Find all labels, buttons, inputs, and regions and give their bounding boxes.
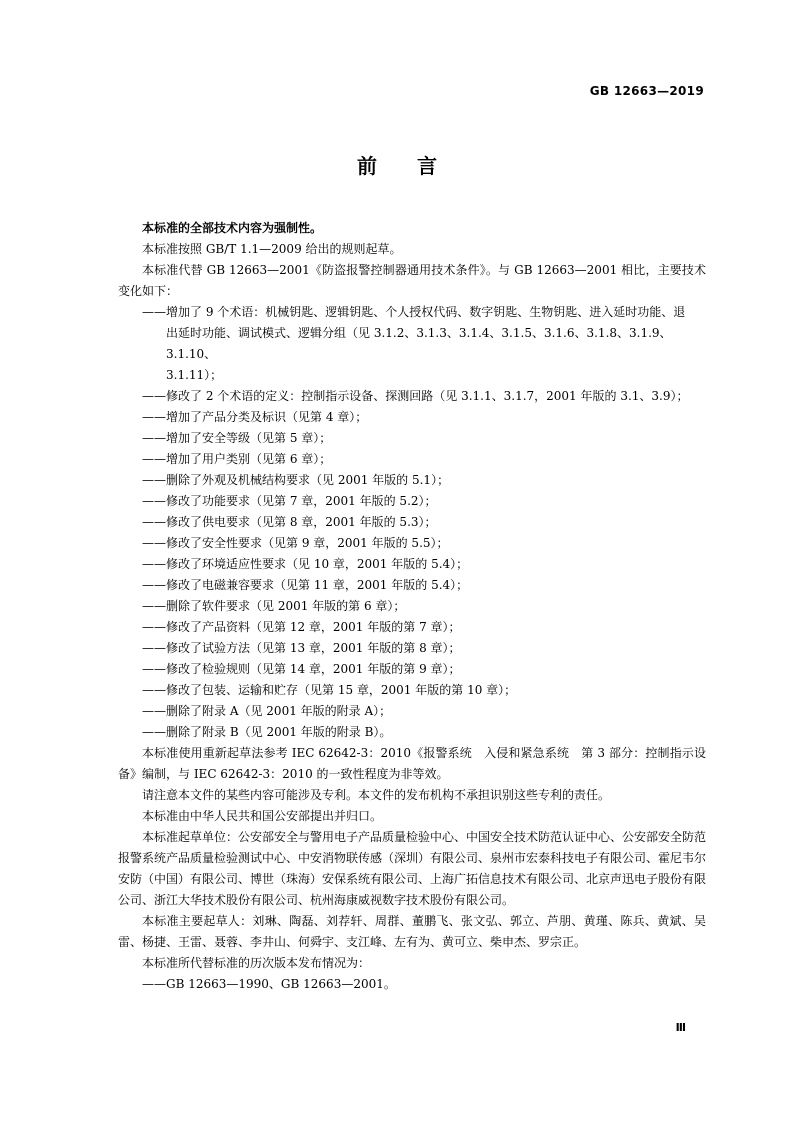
- list-item: ——修改了安全性要求（见第 9 章，2001 年版的 5.5）；: [142, 536, 449, 550]
- list-item: ——修改了环境适应性要求（见 10 章，2001 年版的 5.4）；: [142, 557, 469, 571]
- list-item-continuation: 3.1.11）；: [166, 368, 223, 382]
- list-item: ——删除了附录 A（见 2001 年版的附录 A）；: [142, 704, 392, 718]
- paragraph-history-intro: 本标准所代替标准的历次版本发布情况为：: [142, 956, 371, 970]
- paragraph-drafters: 本标准主要起草人：刘琳、陶磊、刘荐轩、周群、董鹏飞、张文弘、郭立、芦朋、黄瑾、陈兵、黄斌、吴雷、杨捷、王雷、聂蓉、李井山、何舜宇、支江峰、左有为、黄可立、柴申杰、罗宗正。: [118, 914, 706, 949]
- list-item: ——修改了产品资料（见第 12 章，2001 年版的第 7 章）；: [142, 620, 461, 634]
- list-item: ——删除了外观及机械结构要求（见 2001 年版的 5.1）；: [142, 473, 450, 487]
- list-item: ——修改了试验方法（见第 13 章，2001 年版的第 8 章）；: [142, 641, 461, 655]
- document-body: [118, 218, 706, 995]
- list-item: ——修改了 2 个术语的定义：控制指示设备、探测回路（见 3.1.1、3.1.7，2001 年版的 3.1、3.9）；: [142, 389, 689, 403]
- paragraph-replacement: 本标准代替 GB 12663—2001《防盗报警控制器通用技术条件》。与 GB 12663—2001 相比，主要技术变化如下：: [118, 263, 706, 298]
- list-item: ——修改了检验规则（见第 14 章，2001 年版的第 9 章）；: [142, 662, 461, 676]
- list-item: ——修改了供电要求（见第 8 章，2001 年版的 5.3）；: [142, 515, 437, 529]
- list-item: ——删除了软件要求（见 2001 年版的第 6 章）；: [142, 599, 406, 613]
- paragraph-mandatory: 本标准的全部技术内容为强制性。: [142, 221, 323, 235]
- history-item: ——GB 12663—1990、GB 12663—2001。: [142, 977, 396, 991]
- list-item: ——增加了用户类别（见第 6 章）；: [142, 452, 332, 466]
- paragraph-iec-reference: 本标准使用重新起草法参考 IEC 62642-3：2010《报警系统 入侵和紧急系统 第 3 部分：控制指示设备》编制，与 IEC 62642-3：2010 的一致性程度为非等效。: [118, 746, 706, 781]
- page-number: Ⅲ: [675, 1021, 686, 1034]
- list-item: ——增加了 9 个术语：机械钥匙、逻辑钥匙、个人授权代码、数字钥匙、生物钥匙、进入延时功能、退: [142, 305, 686, 319]
- standard-number: GB 12663—2019: [589, 84, 704, 98]
- list-item: ——增加了安全等级（见第 5 章）；: [142, 431, 332, 445]
- list-item: ——增加了产品分类及标识（见第 4 章）；: [142, 410, 368, 424]
- paragraph-patent-notice: 请注意本文件的某些内容可能涉及专利。本文件的发布机构不承担识别这些专利的责任。: [142, 788, 611, 802]
- changes-list: [118, 302, 706, 743]
- paragraph-proposer: 本标准由中华人民共和国公安部提出并归口。: [142, 809, 383, 823]
- paragraph-drafting-rules: 本标准按照 GB/T 1.1—2009 给出的规则起草。: [142, 242, 402, 256]
- page-title: 前言: [357, 154, 477, 178]
- list-item: ——修改了电磁兼容要求（见第 11 章，2001 年版的 5.4）；: [142, 578, 469, 592]
- list-item-continuation: 出延时功能、调试模式、逻辑分组（见 3.1.2、3.1.3、3.1.4、3.1.5、3.1.6、3.1.8、3.1.9、3.1.10、: [166, 326, 672, 361]
- paragraph-drafting-units: 本标准起草单位：公安部安全与警用电子产品质量检验中心、中国安全技术防范认证中心、公安部安全防范报警系统产品质量检验测试中心、中安消物联传感（深圳）有限公司、泉州市宏泰科技电子有限公司、霍尼韦尔安防（中国）有限公司、博世（珠海）安保系统有限公司、上海广拓信息技术有限公司、北京声迅电子股份有限公司、浙江大华技术股份有限公司、杭州海康威视数字技术股份有限公司。: [118, 830, 707, 907]
- list-item: ——删除了附录 B（见 2001 年版的附录 B）。: [142, 725, 392, 739]
- list-item: ——修改了功能要求（见第 7 章，2001 年版的 5.2）；: [142, 494, 437, 508]
- list-item: ——修改了包装、运输和贮存（见第 15 章，2001 年版的第 10 章）；: [142, 683, 517, 697]
